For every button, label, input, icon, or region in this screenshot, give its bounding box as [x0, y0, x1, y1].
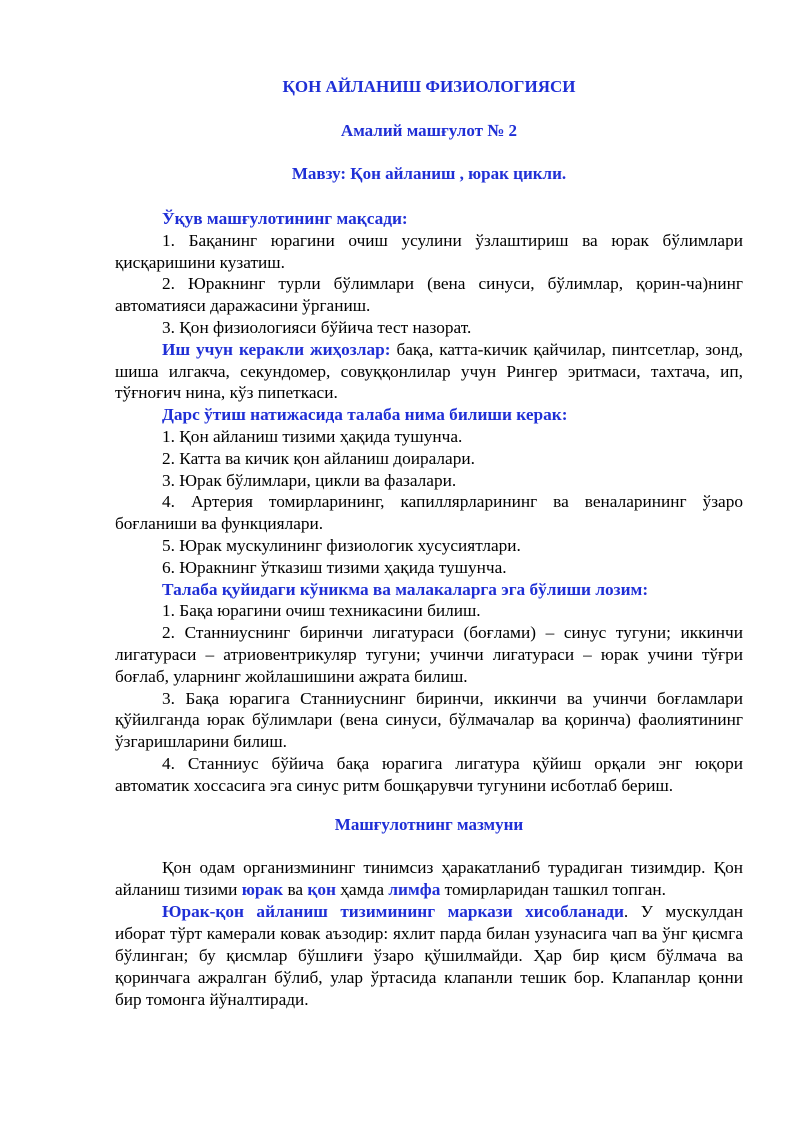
term-lymph: лимфа — [388, 880, 441, 899]
content-text: томирларидан ташкил топган. — [440, 880, 666, 899]
heart-center-statement: Юрак-қон айланиш тизимининг маркази хисобланади — [162, 902, 624, 921]
content-body — [115, 857, 743, 1011]
knowledge-item: 5. Юрак мускулининг физиологик хусусиятлари. — [162, 535, 521, 555]
goals-item: 1. Бақанинг юрагини очиш усулини ўзлаштириш ва юрак бўлимлари қисқаришини кузатиш. — [115, 230, 743, 272]
term-blood: қон — [307, 880, 336, 899]
knowledge-item: 2. Катта ва кичик қон айланиш доиралари. — [162, 448, 475, 468]
skills-heading: Талаба қуйидаги кўникма ва малакаларга эга бўлиши лозим: — [162, 579, 649, 599]
goals-item: 3. Қон физиологияси бўйича тест назорат. — [162, 317, 472, 337]
skills-item: 3. Бақа юрагига Станниуснинг биринчи, иккинчи ва учинчи боғламлари қўйилганда юрак бўлимлари (вена синуси, бўлмачалар ва қоринча) фаолиятининг ўзгаришларини билиш. — [115, 688, 743, 752]
content-text: ҳамда — [335, 880, 389, 899]
tools-heading: Иш учун керакли жиҳозлар: — [162, 339, 391, 359]
lesson-topic: Мавзу: Қон айланиш , юрак цикли. — [291, 164, 567, 183]
content-paragraph-1 — [115, 857, 743, 901]
content-heading: Машғулотнинг мазмуни — [334, 815, 524, 834]
term-heart: юрак — [241, 880, 284, 899]
content-paragraph-2 — [115, 901, 743, 1011]
document-body — [115, 208, 743, 797]
goals-item: 2. Юракнинг турли бўлимлари (вена синуси, бўлимлар, қорин-ча)нинг автоматияси даражасини ўрганиш. — [115, 274, 743, 316]
knowledge-heading: Дарс ўтиш натижасида талаба нима билиши керак: — [162, 405, 568, 425]
goals-heading: Ўқув машғулотининг мақсади: — [162, 209, 408, 228]
knowledge-item: 1. Қон айланиш тизими ҳақида тушунча. — [162, 426, 463, 446]
knowledge-item: 6. Юракнинг ўтказиш тизими ҳақида тушунча. — [162, 557, 507, 577]
knowledge-item: 4. Артерия томирларининг, капиллярларининг ва веналарининг ўзаро боғланиши ва функциялари. — [115, 492, 743, 534]
content-text: ва — [283, 880, 308, 899]
content-text: . У мускулдан иборат тўрт камерали ковак аъзодир: яхлит парда билан узунасига чап ва ўнг қисмга бўлинган; бу қисмлар бўшлиғи ўзаро қўшилмайди. Ҳар бир қисм бўлмача ва қоринчага ажралган бўлиб, улар ўртасида клапанли тешик бор. Клапанлар қонни бир томонга йўналтиради. — [115, 902, 743, 1009]
tools-text: бақа, катта-кичик қайчилар, пинтсетлар, зонд, шиша илгакча, секундомер, совуққонлилар учун Рингер эритмаси, тахтача, ип, тўғноғич нина, кўз пипеткаси. — [115, 339, 744, 403]
skills-item: 2. Станниуснинг биринчи лигатураси (боғлами) – синус тугуни; иккинчи лигатураси – атриовентрикуляр тугуни; учинчи лигатураси – юрак учини тўғри боғлаб, уларнинг жойлашишини ажрата билиш. — [115, 623, 743, 686]
lesson-number: Амалий машғулот № 2 — [340, 121, 518, 140]
skills-item: 4. Станниус бўйича бақа юрагига лигатура қўйиш орқали энг юқори автоматик хоссасига эга синус ритм бошқарувчи тугунини исботлаб бериш. — [115, 753, 743, 795]
knowledge-item: 3. Юрак бўлимлари, цикли ва фазалари. — [162, 470, 457, 490]
document-title: ҚОН АЙЛАНИШ ФИЗИОЛОГИЯСИ — [282, 77, 576, 96]
content-text: Қон одам организмининг тинимсиз ҳаракатланиб турадиган тизимдир. Қон айланиш тизими — [115, 858, 743, 899]
skills-item: 1. Бақа юрагини очиш техникасини билиш. — [162, 601, 481, 621]
tools-paragraph — [115, 339, 743, 404]
